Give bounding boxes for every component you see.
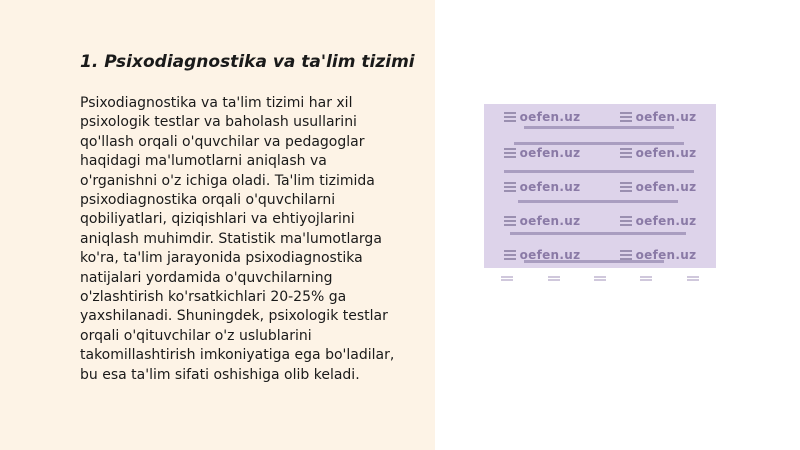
paragraph-line: o'rganishni o'z ichiga oladi. Ta'lim tizimida (80, 172, 375, 189)
watermark-logo-icon (620, 112, 632, 122)
watermark-row (484, 210, 716, 232)
watermark: oefen.uz (504, 248, 581, 262)
paragraph-line: orqali o'qituvchilar o'z uslublarini (80, 327, 312, 344)
watermark-logo-icon (504, 250, 516, 260)
watermark-row (484, 176, 716, 198)
watermark-logo-icon (620, 250, 632, 260)
watermark-logo-icon (620, 182, 632, 192)
text-line (510, 232, 686, 235)
watermark-row (484, 142, 716, 164)
paragraph-line: ko'ra, ta'lim jarayonida psixodiagnostika (80, 250, 363, 267)
paragraph-line: bu esa ta'lim sifati oshishiga olib keladi. (80, 366, 360, 383)
paragraph-line: qo'llash orqali o'quvchilar va pedagoglar (80, 133, 365, 150)
watermark-logo-icon (504, 112, 516, 122)
watermark-logo-icon (504, 182, 516, 192)
watermark-row (484, 106, 716, 128)
watermark: oefen.uz (504, 110, 581, 124)
slide-heading: 1. Psixodiagnostika va ta'lim tizimi (80, 52, 415, 72)
paragraph-line: Psixodiagnostika va ta'lim tizimi har xil (80, 95, 353, 111)
paragraph-line: psixodiagnostika orqali o'quvchilarni (80, 192, 336, 209)
paragraph-line: yaxshilanadi. Shuningdek, psixologik testlar (80, 308, 388, 325)
paragraph-line: psixologik testlar va baholash usullarini (80, 114, 357, 131)
watermark: oefen.uz (504, 180, 581, 194)
watermark-logo-icon (548, 276, 560, 282)
watermark-logo-icon (620, 216, 632, 226)
text-line (504, 170, 694, 173)
watermark-logo-icon (504, 216, 516, 226)
paragraph-line: natijalari yordamida o'quvchilarning (80, 269, 333, 286)
watermark: oefen.uz (620, 146, 697, 160)
paragraph-line: qobiliyatlari, qiziqishlari va ehtiyojlarini (80, 211, 355, 228)
faded-watermark-strip (484, 276, 716, 286)
paragraph-line: takomillashtirish imkoniyatiga ega bo'ladilar, (80, 347, 395, 364)
paragraph-line: haqidagi ma'lumotlarni aniqlash va (80, 153, 327, 170)
paragraph-line: aniqlash muhimdir. Statistik ma'lumotlarga (80, 230, 382, 247)
watermark: oefen.uz (620, 248, 697, 262)
paragraph-line: o'zlashtirish ko'rsatkichlari 20-25% ga (80, 289, 347, 306)
watermark-logo-icon (501, 276, 513, 282)
watermark-logo-icon (687, 276, 699, 282)
watermark: oefen.uz (620, 214, 697, 228)
slide-paragraph (80, 94, 425, 385)
text-line (518, 200, 678, 203)
watermark-logo-icon (594, 276, 606, 282)
watermark: oefen.uz (620, 180, 697, 194)
watermark-logo-icon (620, 148, 632, 158)
watermark: oefen.uz (504, 214, 581, 228)
watermark-logo-icon (640, 276, 652, 282)
watermark: oefen.uz (620, 110, 697, 124)
watermark-row (484, 244, 716, 266)
watermarked-document-image (484, 104, 716, 268)
watermark-logo-icon (504, 148, 516, 158)
watermark: oefen.uz (504, 146, 581, 160)
